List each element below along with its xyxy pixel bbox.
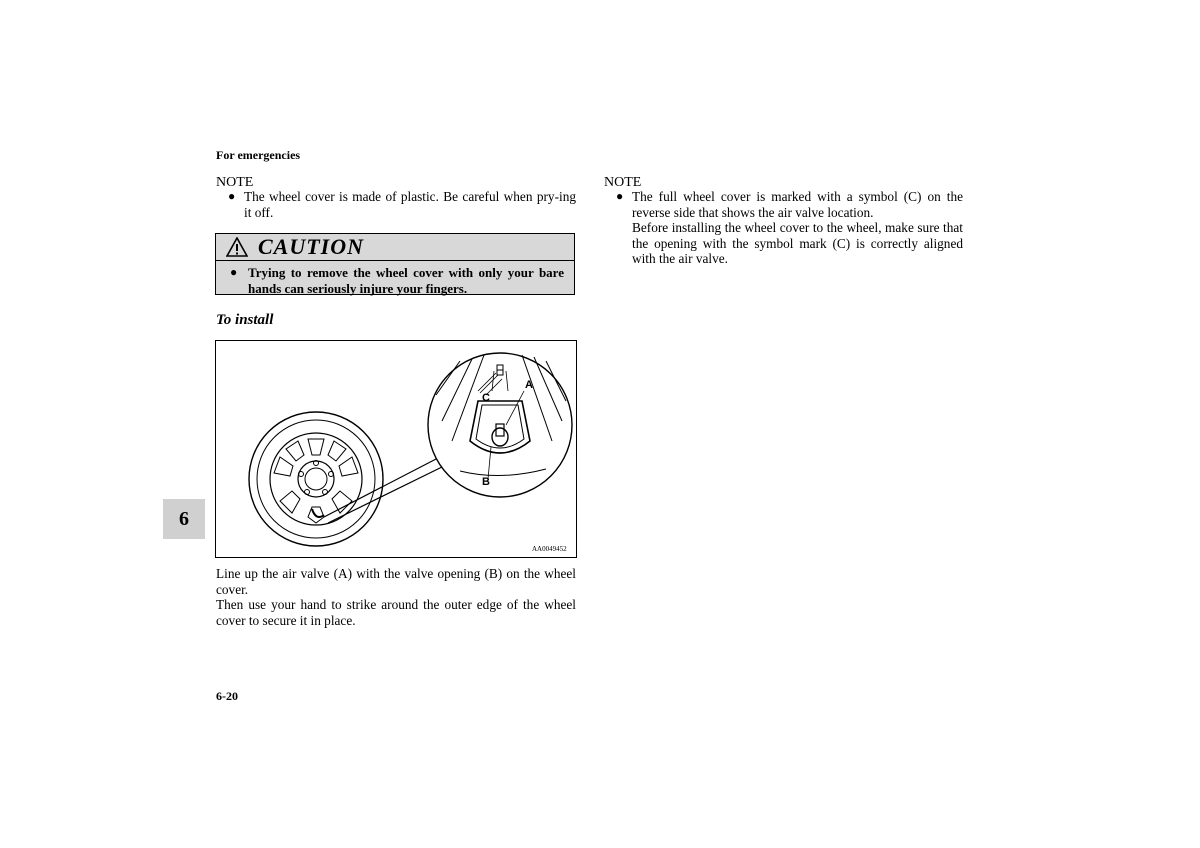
wheel-illustration bbox=[249, 412, 383, 546]
note-label-left: NOTE bbox=[216, 175, 254, 190]
caution-header bbox=[216, 234, 574, 261]
section-title: For emergencies bbox=[216, 148, 301, 162]
magnified-detail bbox=[428, 353, 572, 497]
chapter-tab: 6 bbox=[163, 499, 205, 539]
note-label-right: NOTE bbox=[604, 175, 642, 190]
label-b: B bbox=[482, 476, 490, 488]
label-a: A bbox=[525, 379, 533, 391]
wheel-cover-figure bbox=[215, 340, 577, 558]
bullet-icon: ● bbox=[230, 265, 238, 279]
subheading-to-install: To install bbox=[216, 312, 274, 328]
install-instructions bbox=[216, 566, 576, 628]
paragraph: Then use your hand to strike around the outer edge of the wheel cover to secure it in place. bbox=[216, 597, 576, 628]
caution-item: ● Trying to remove the wheel cover with only your bare hands can seriously injure your fingers. bbox=[230, 265, 564, 296]
note-item-left: ● The wheel cover is made of plastic. Be careful when pry-ing it off. bbox=[228, 189, 576, 220]
page-number: 6-20 bbox=[216, 689, 238, 703]
bullet-icon: ● bbox=[228, 189, 236, 203]
warning-triangle-icon bbox=[226, 237, 248, 257]
label-c: C bbox=[482, 392, 490, 404]
magnify-leader-lines bbox=[324, 458, 444, 523]
paragraph: Line up the air valve (A) with the valve opening (B) on the wheel cover. bbox=[216, 566, 576, 597]
figure-code: AA0049452 bbox=[532, 545, 567, 553]
bullet-icon: ● bbox=[616, 189, 624, 203]
note-item-right: ● The full wheel cover is marked with a symbol (C) on the reverse side that shows the air valve location. Before installing the wheel cover to the wheel, make sure that the opening with the symbol mark (C) is correctly aligned with the air valve. bbox=[616, 189, 963, 266]
caution-title: CAUTION bbox=[258, 234, 365, 259]
caution-box bbox=[215, 233, 575, 295]
